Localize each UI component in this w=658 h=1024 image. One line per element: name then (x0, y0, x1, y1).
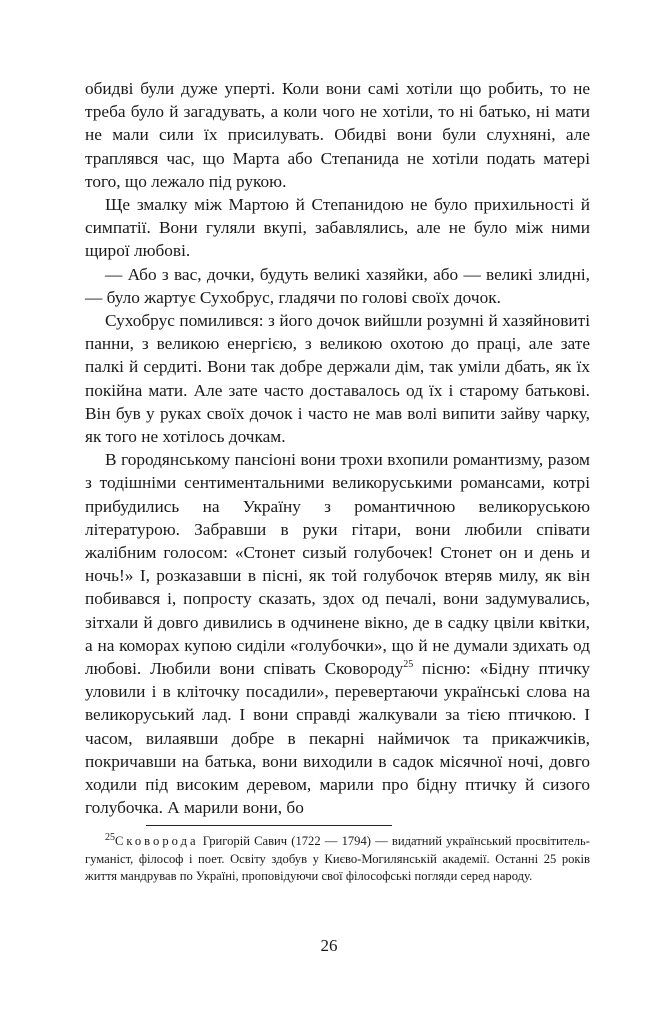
page-number: 26 (320, 936, 338, 955)
footnote-text: Григорій Савич (1722 — 1794) — видатний український просвітитель-гуманіст, філософ і поет. Освіту здобув у Києво-Могилянській академії. Останні 25 років життя мандрував по Україні, проповідуючи свої філософські погляди серед народу. (85, 834, 590, 884)
footnote-name: Сковорода (115, 834, 199, 848)
footnote-body (85, 833, 590, 886)
main-text (85, 77, 590, 820)
footnote-separator (146, 825, 392, 826)
paragraph-4: Сухобрус помилився: з його дочок вийшли розумні й хазяйновиті панни, з великою енергією, з великою охотою до праці, але зате палкі й сердиті. Вони так добре держали дім, так уміли дбать, як їх покійна мати. Але зате часто доставалось од їх і старому батькові. Він був у руках своїх дочок і часто не мав волі випити зайву чарку, як того не хотілось дочкам. (85, 311, 590, 447)
footnote-reference: 25 (403, 659, 414, 671)
footnote (85, 833, 590, 886)
paragraph-5-part-1: В городянському пансіоні вони трохи вхопили романтизму, разом з тодішніми сентиментальними великоруськими романсами, котрі прибудились на Україну з романтичною великоруською літературою. Забравши в руки гітари, вони любили співати жалібним голосом: «Стонет сизый голубочек! Стонет он и день и ночь!» І, розказавши в пісні, як той голубочок втеряв милу, як він побивався і, попросту сказать, здох од печалі, вони задумувались, зітхали й довго дивились в одчинене вікно, де в садку цвіли квітки, а на коморах купою сиділи «голубочки», що й не думали здихать од любові. Любили вони співать Сковороду (85, 450, 590, 679)
paragraph-2: Ще змалку між Мартою й Степанидою не було прихильності й симпатії. Вони гуляли вкупі, забавлялись, але не було між ними щирої любові. (85, 195, 590, 261)
paragraph-1: обидві були дуже уперті. Коли вони самі хотіли що робить, то не треба було й загадувать, а коли чого не хотіли, то ні батько, ні мати не мали сили їх присилувать. Обидві вони були слухняні, але траплявся час, що Марта або Степанида не хотіли подать матері того, що лежало під рукою. (85, 79, 590, 191)
paragraph-5 (85, 448, 590, 819)
footnote-mark: 25 (105, 831, 115, 843)
paragraph-5-part-2: пісню: «Бідну птичку уловили і в кліточку посадили», перевертаючи українські слова на великоруський лад. І вони справді жалкували за тією птичкою. І часом, вилаявши добре в пекарні наймичок та прикажчиків, покричавши на батька, вони виходили в садок місячної ночі, довго ходили під високим деревом, марили про бідну птичку й сизого голубочка. А марили вони, бо (85, 659, 590, 818)
paragraph-3: — Або з вас, дочки, будуть великі хазяйки, або — великі злидні, — було жартує Сухобрус, гладячи по голові своїх дочок. (85, 264, 590, 307)
